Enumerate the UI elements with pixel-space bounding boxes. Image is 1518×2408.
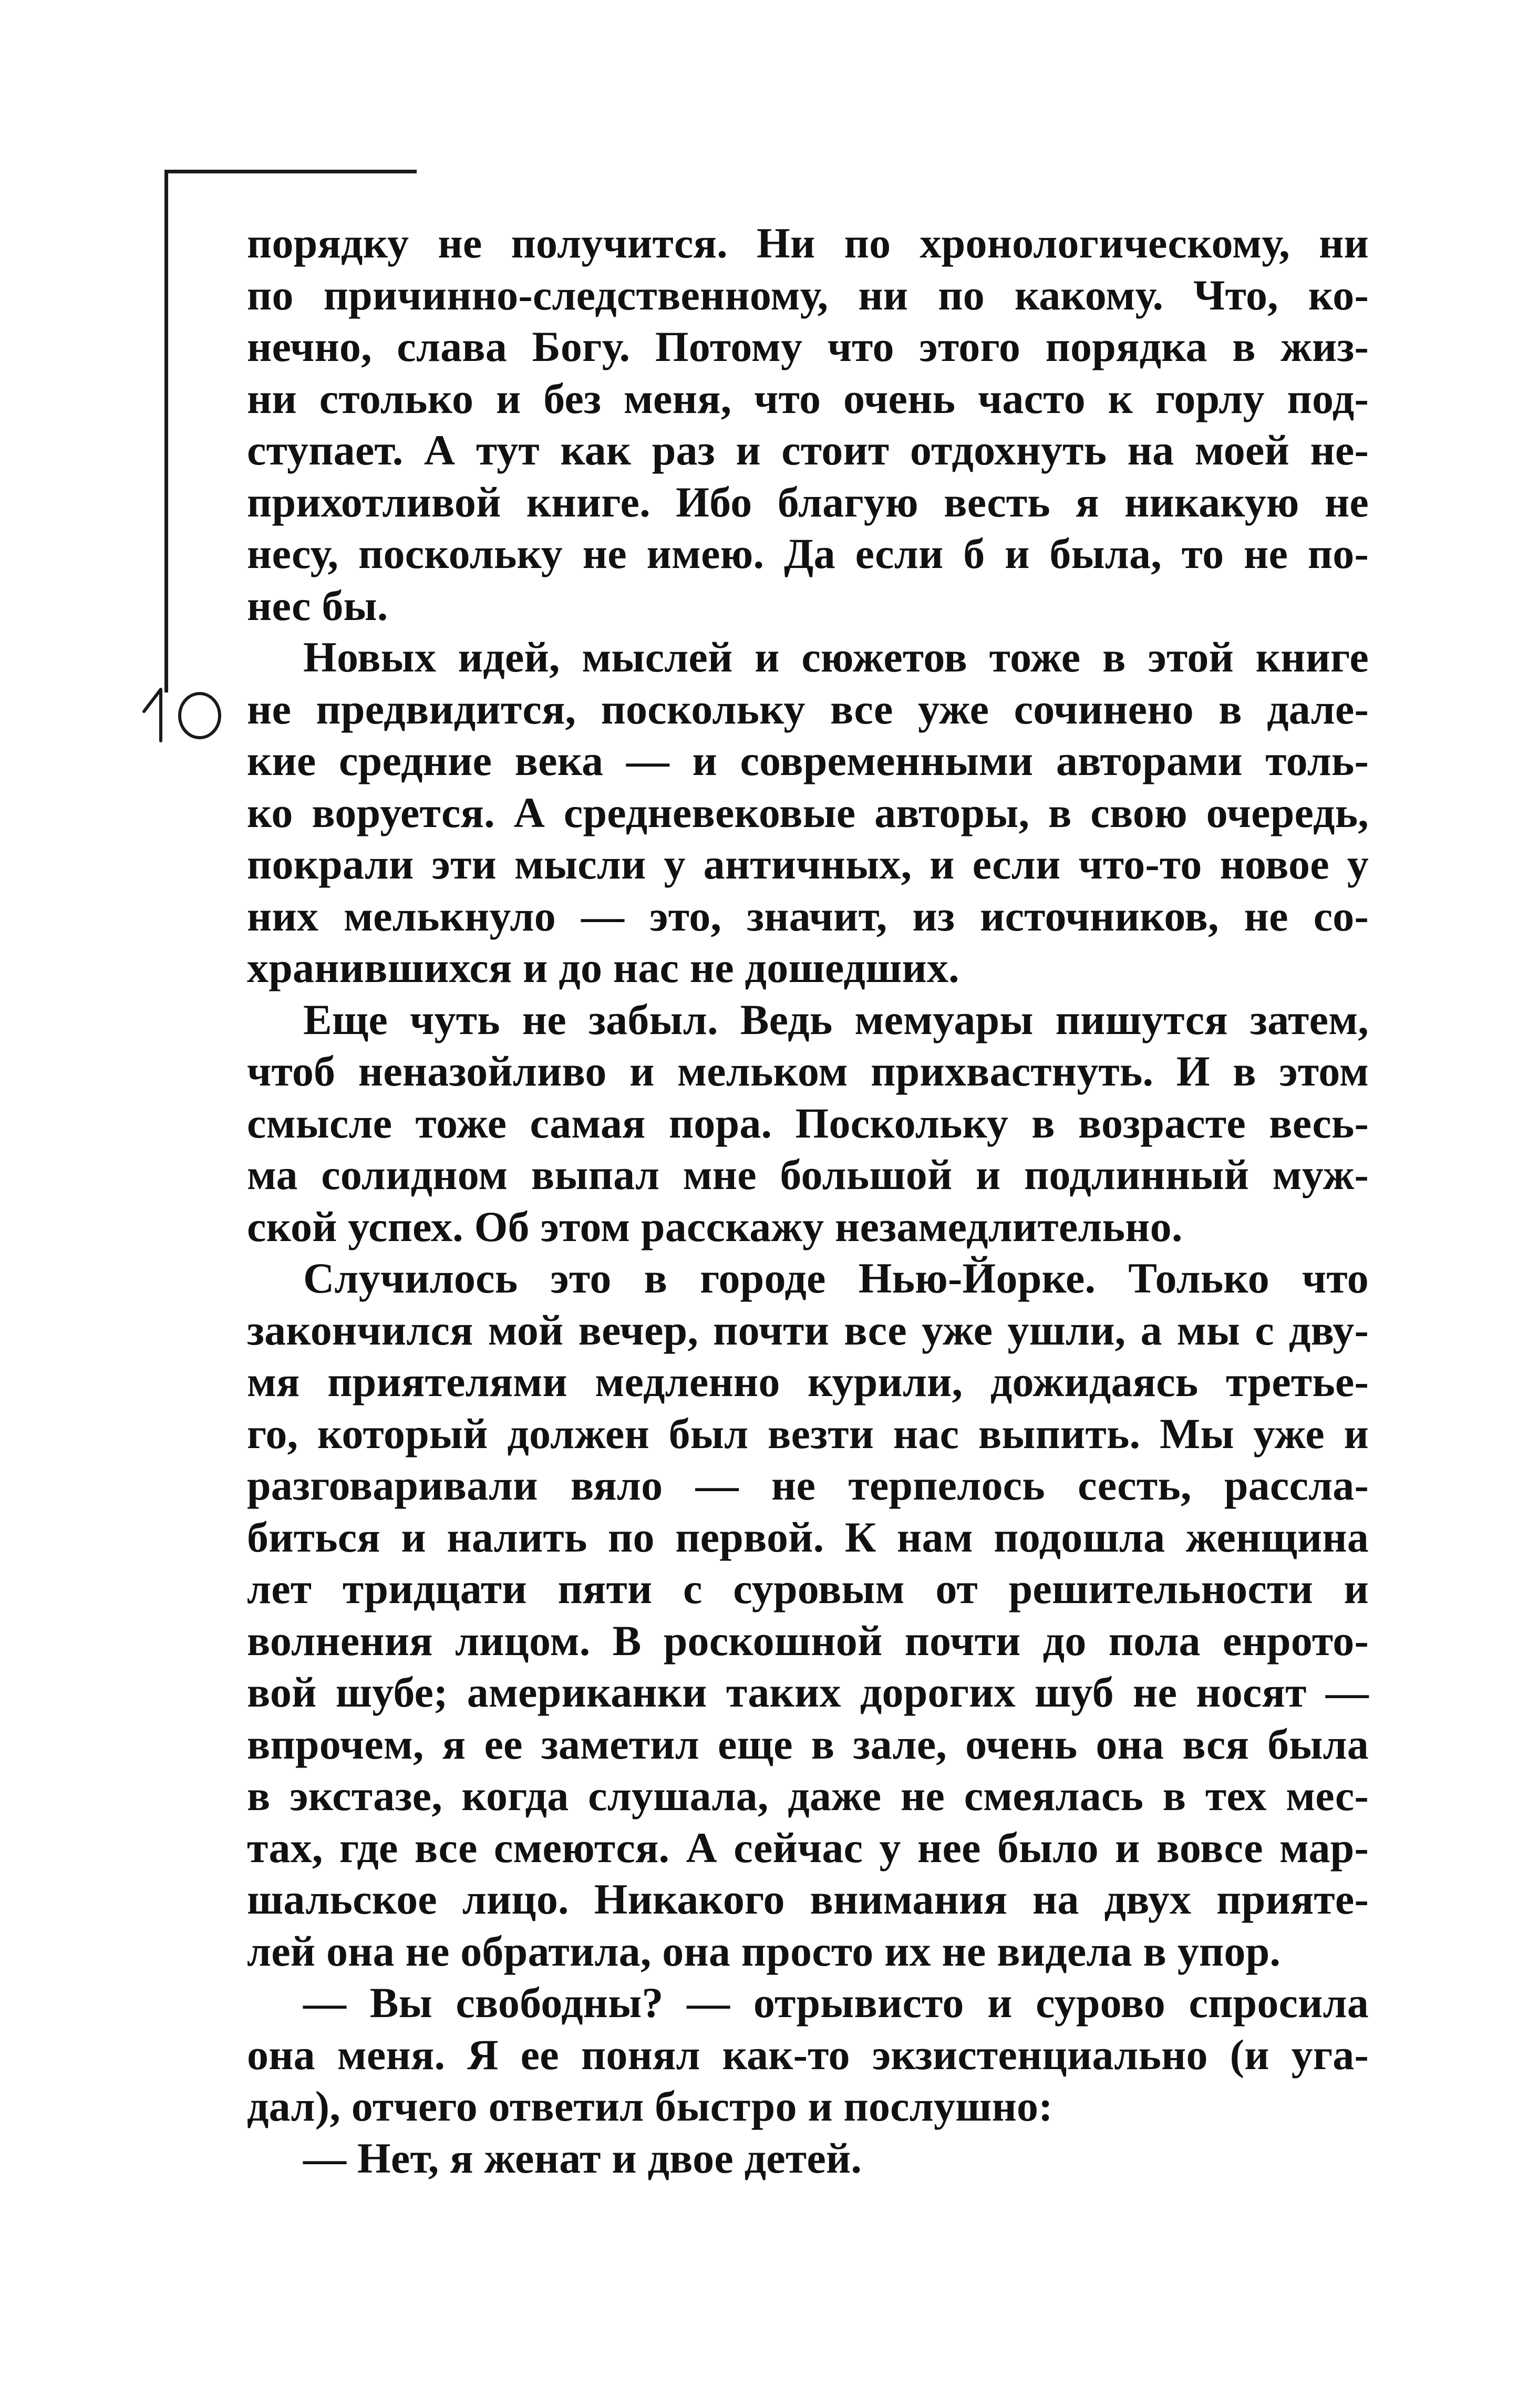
text-line: впрочем, я ее заметил еще в зале, очень она вся была	[247, 1720, 1369, 1768]
text-line: она меня. Я ее понял как-то экзистенциально (и уга-	[247, 2030, 1369, 2079]
text-line: лет тридцати пяти с суровым от решительности и	[247, 1565, 1369, 1613]
text-line: разговаривали вяло — не терпелось сесть, рассла-	[247, 1461, 1369, 1509]
text-line: вой шубе; американки таких дорогих шуб не носят —	[247, 1668, 1369, 1716]
paragraph	[247, 2133, 1369, 2185]
paragraph	[247, 994, 1369, 1253]
text-line: го, который должен был везти нас выпить. Мы уже и	[247, 1409, 1369, 1458]
paragraph	[247, 1253, 1369, 1977]
text-line: нечно, слава Богу. Потому что этого порядка в жиз-	[247, 323, 1369, 370]
text-line: — Вы свободны? — отрывисто и сурово спросила	[303, 1979, 1369, 2027]
handwritten-page-number	[141, 679, 225, 758]
text-line: — Нет, я женат и двое детей.	[303, 2134, 862, 2182]
text-line: мя приятелями медленно курили, дожидаясь третье-	[247, 1358, 1369, 1405]
text-line: ни столько и без меня, что очень часто к горлу под-	[247, 374, 1369, 422]
text-line: волнения лицом. В роскошной почти до пола енрото-	[247, 1616, 1369, 1665]
text-line: Случилось это в городе Нью-Йорке. Только что	[303, 1254, 1369, 1302]
margin-bracket-top-line	[164, 170, 417, 173]
text-line: нес бы.	[247, 581, 388, 629]
text-line: них мелькнуло — это, значит, из источников, не со-	[247, 892, 1369, 940]
text-line: дал), отчего ответил быстро и послушно:	[247, 2082, 1053, 2130]
text-line: не предвидится, поскольку все уже сочинено в дале-	[247, 685, 1369, 733]
text-line: в экстазе, когда слушала, даже не смеялась в тех мес-	[247, 1772, 1369, 1820]
text-line: шальское лицо. Никакого внимания на двух прияте-	[247, 1875, 1369, 1923]
text-line: чтоб неназойливо и мельком прихвастнуть. И в этом	[247, 1047, 1369, 1095]
book-page-body	[247, 218, 1369, 2184]
text-line: несу, поскольку не имею. Да если б и была, то не по-	[247, 530, 1369, 577]
text-line: ко воруется. А средневековые авторы, в свою очередь,	[247, 788, 1369, 836]
handwritten-number-glyph	[141, 679, 230, 752]
text-line: тах, где все смеются. А сейчас у нее было и вовсе мар-	[247, 1823, 1369, 1872]
paragraph	[247, 218, 1369, 632]
paragraph	[247, 1977, 1369, 2133]
text-line: прихотливой книге. Ибо благую весть я никакую не	[247, 478, 1369, 526]
text-line: покрали эти мысли у античных, и если что-то новое у	[247, 840, 1369, 888]
text-line: кие средние века — и современными авторами толь-	[247, 737, 1369, 784]
text-line: ской успех. Об этом расскажу незамедлительно.	[247, 1202, 1183, 1250]
text-line: закончился мой вечер, почти все уже ушли, а мы с дву-	[247, 1306, 1369, 1354]
text-line: по причинно-следственному, ни по какому. Что, ко-	[247, 271, 1369, 319]
text-line: смысле тоже самая пора. Поскольку в возрасте весь-	[247, 1099, 1369, 1147]
margin-bracket-side-line	[164, 170, 168, 693]
text-line: ма солидном выпал мне большой и подлинный муж-	[247, 1151, 1369, 1198]
text-line: хранившихся и до нас не дошедших.	[247, 944, 959, 991]
text-line: порядку не получится. Ни по хронологическому, ни	[247, 219, 1369, 267]
text-line: ступает. А тут как раз и стоит отдохнуть на моей не-	[247, 426, 1369, 474]
text-line: Новых идей, мыслей и сюжетов тоже в этой книге	[303, 633, 1369, 681]
text-line: Еще чуть не забыл. Ведь мемуары пишутся затем,	[303, 995, 1369, 1043]
paragraph	[247, 632, 1369, 994]
text-line: лей она не обратила, она просто их не видела в упор.	[247, 1927, 1281, 1975]
text-line: биться и налить по первой. К нам подошла женщина	[247, 1513, 1369, 1561]
